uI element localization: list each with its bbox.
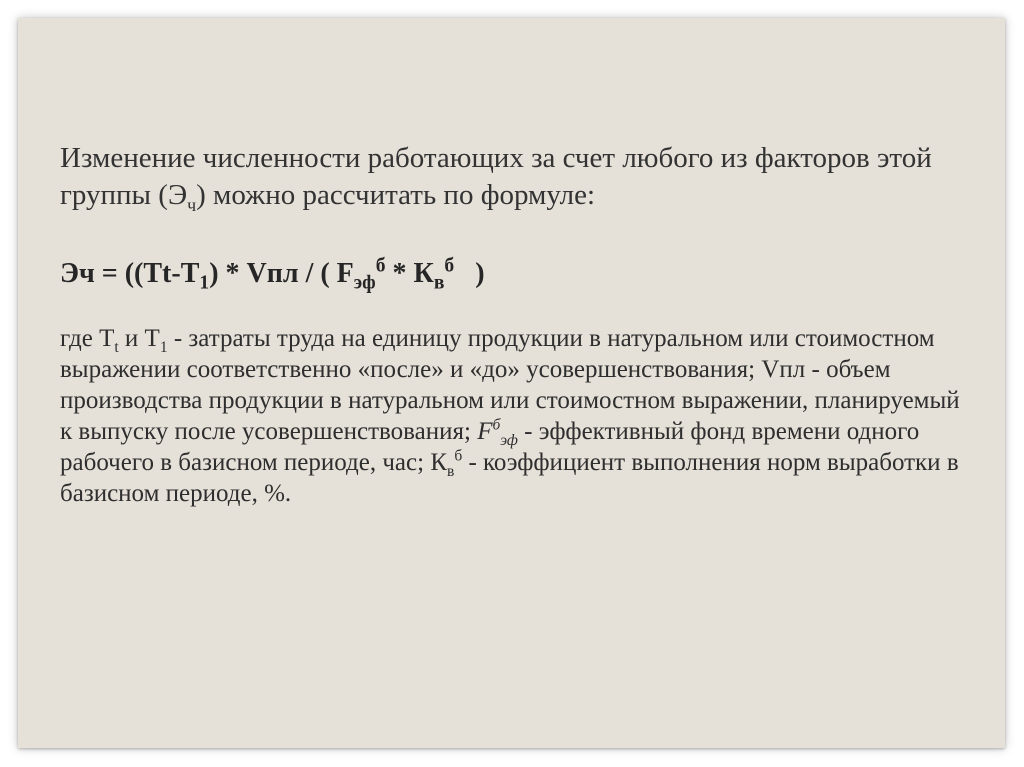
formula-part: Эч = ((Tt-T <box>60 258 200 289</box>
legend-subscript: в <box>447 463 455 480</box>
legend-f-letter: F <box>477 418 493 445</box>
formula <box>60 256 960 292</box>
formula-part: ) <box>454 258 485 289</box>
slide-content <box>60 140 960 509</box>
legend-subscript: эф <box>500 432 518 449</box>
formula-superscript: б <box>375 255 386 277</box>
intro-text-part: Изменение численности работающих за счет любого из факторов этой группы (Э <box>60 142 932 211</box>
formula-legend <box>60 323 960 509</box>
intro-text-part: ) можно рассчитать по формуле: <box>196 179 596 211</box>
formula-subscript: эф <box>353 272 376 294</box>
legend-part: где T <box>60 325 115 352</box>
legend-part: - эффективный фонд времени одного рабочего в базисном периоде, час; К <box>60 418 920 476</box>
legend-part: - коэффициент выполнения норм выработки в базисном периоде, %. <box>60 449 959 507</box>
legend-part: и Т <box>118 325 160 352</box>
legend-subscript: 1 <box>159 339 168 356</box>
subscript-ch: ч <box>187 194 197 215</box>
formula-superscript: б <box>444 255 455 277</box>
intro-text <box>60 140 960 214</box>
slide <box>18 18 1005 748</box>
legend-superscript: б <box>454 447 463 465</box>
formula-subscript: в <box>433 272 445 294</box>
legend-subscript: t <box>114 339 119 356</box>
formula-subscript: 1 <box>199 272 210 294</box>
formula-part: * К <box>385 258 434 289</box>
formula-part: ) * Vпл / ( F <box>209 258 354 289</box>
legend-superscript: б <box>492 416 501 434</box>
legend-part: - затраты труда на единицу продукции в натуральном или стоимостном выражении соответственно «после» и «до» усовершенствования; Vпл - объем производства продукции в натуральном или стоимостном выражении, планируемый к выпуску после усовершенствования; <box>60 325 960 445</box>
